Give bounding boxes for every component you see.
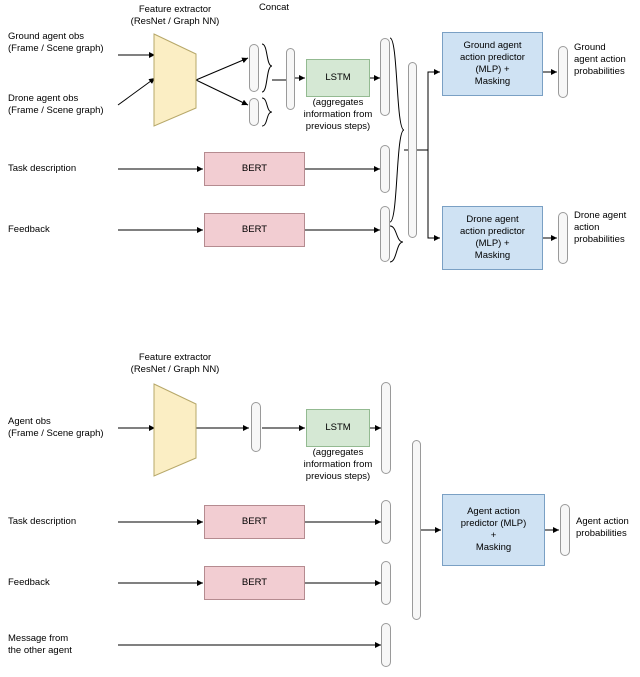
fusion-bar-bottom [412,440,421,620]
concat-pill-2 [249,98,259,126]
stream-pill-task-bottom [381,500,391,544]
ground-agent-action-predictor: Ground agent action predictor (MLP) + Masking [442,32,543,96]
bert-block-task-top: BERT [204,152,305,186]
stream-pill-obs-bottom [381,382,391,474]
feature-extractor-caption-bottom: Feature extractor (ResNet / Graph NN) [130,352,220,375]
output-pill-ground-top [558,46,568,98]
stream-pill-feedback-top [380,206,390,262]
fusion-bar-top [408,62,417,238]
bert-block-task-bottom: BERT [204,505,305,539]
output-pill-drone-top [558,212,568,264]
input-label-message-from-other-agent: Message from the other agent [8,633,72,656]
input-label-feedback: Feedback [8,224,50,235]
stream-pill-task-top [380,145,390,193]
lstm-block-top: LSTM [306,59,370,97]
output-label-drone-top: Drone agent action probabilities [574,210,627,245]
input-label-agent-obs: Agent obs (Frame / Scene graph) [8,416,104,439]
stream-pill-obs-top [380,38,390,116]
stream-pill-message-bottom [381,623,391,667]
feature-extractor-shape-bottom [152,380,198,480]
input-label-feedback-bottom: Feedback [8,577,50,588]
drone-agent-action-predictor: Drone agent action predictor (MLP) + Masking [442,206,543,270]
concat-pill-1 [249,44,259,92]
feature-extractor-caption: Feature extractor (ResNet / Graph NN) [130,4,220,27]
bert-block-feedback-bottom: BERT [204,566,305,600]
output-label-ground-top: Ground agent action probabilities [574,42,626,77]
agent-action-predictor: Agent action predictor (MLP) + Masking [442,494,545,566]
concat-label: Concat [258,2,290,13]
bert-block-feedback-top: BERT [204,213,305,247]
lstm-caption-bottom: (aggregates information from previous steps) [303,447,373,482]
input-label-task-description-bottom: Task description [8,516,77,527]
input-label-task-description: Task description [8,163,77,174]
output-label-agent-bottom: Agent action probabilities [576,516,629,539]
feature-extractor-shape [152,30,198,130]
lstm-caption-top: (aggregates information from previous steps) [303,97,373,132]
output-pill-agent-bottom [560,504,570,556]
lstm-block-bottom: LSTM [306,409,370,447]
obs-feature-pill-bottom [251,402,261,452]
input-label-ground-agent-obs: Ground agent obs (Frame / Scene graph) [8,31,104,54]
input-label-drone-agent-obs: Drone agent obs (Frame / Scene graph) [8,93,104,116]
stream-pill-feedback-bottom [381,561,391,605]
